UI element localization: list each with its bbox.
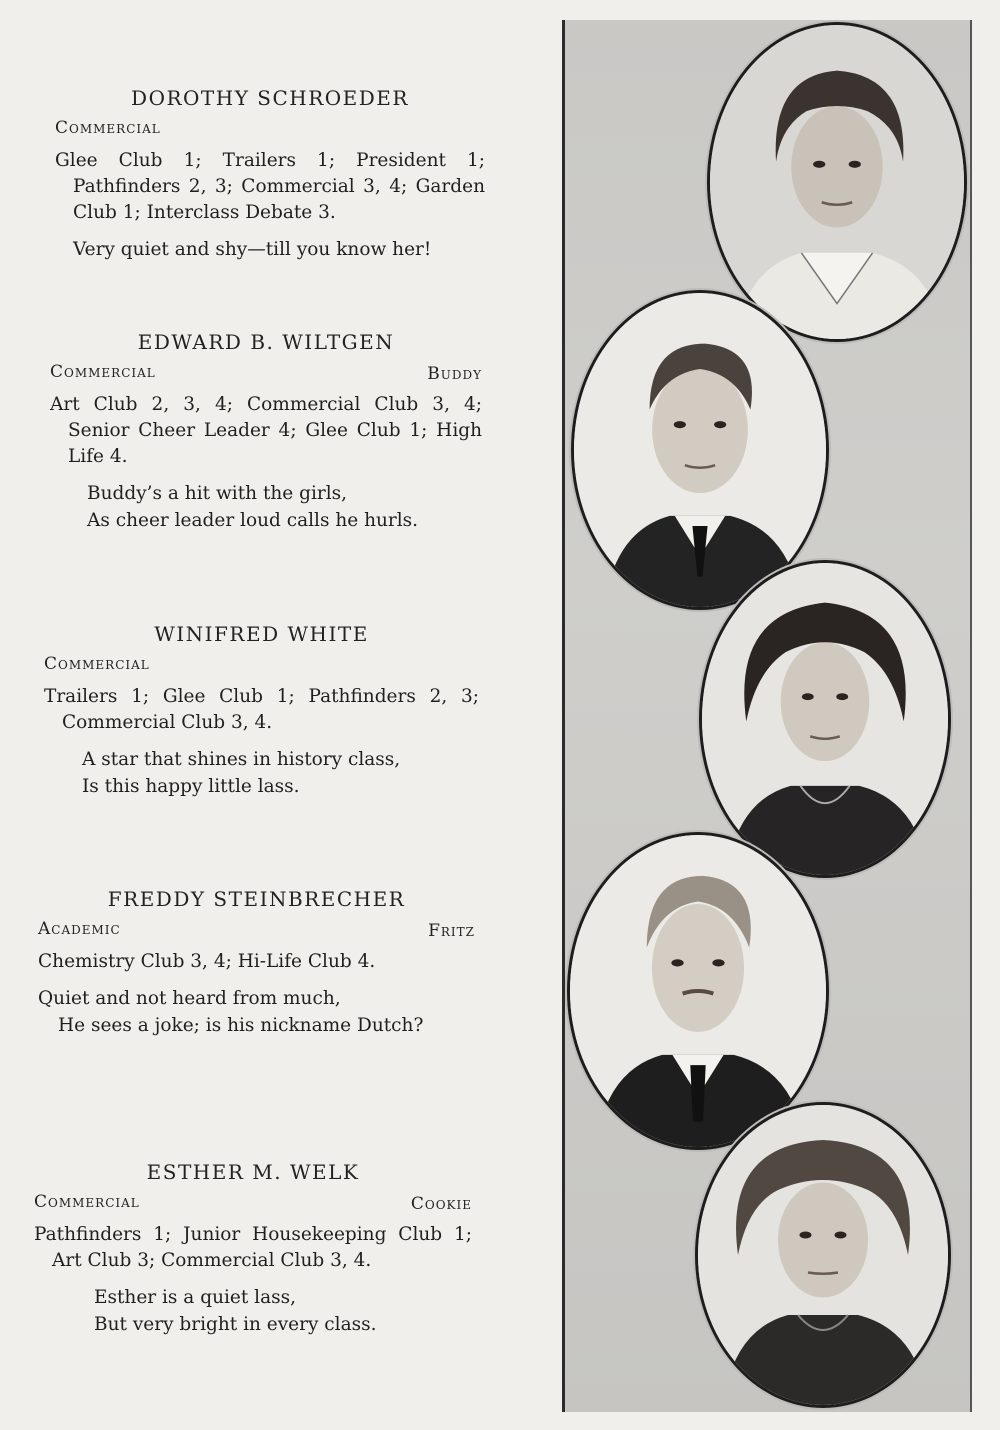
student-entry-2 bbox=[50, 330, 482, 534]
verse-line-1: Buddy’s a hit with the girls, bbox=[87, 483, 348, 504]
activities-text: Trailers 1; Glee Club 1; Pathfinders 2, 3; Commercial Club 3, 4. bbox=[44, 686, 479, 733]
verse-line-1: A star that shines in history class, bbox=[82, 749, 401, 770]
verse bbox=[50, 480, 482, 534]
activities-text: Glee Club 1; Trailers 1; President 1; Pathfinders 2, 3; Commercial 3, 4; Garden Club 1; Interclass Debate 3. bbox=[55, 150, 485, 223]
student-entry-5 bbox=[34, 1160, 472, 1338]
course-label: Commercial bbox=[44, 654, 150, 674]
student-entry-4 bbox=[38, 887, 475, 1039]
portrait-edward-wiltgen bbox=[571, 290, 829, 610]
student-name: FREDDY STEINBRECHER bbox=[107, 887, 406, 911]
student-name: DOROTHY SCHROEDER bbox=[131, 86, 409, 110]
course-line bbox=[44, 654, 479, 678]
course-line bbox=[38, 919, 475, 943]
course-line bbox=[55, 118, 485, 142]
student-name: ESTHER M. WELK bbox=[146, 1160, 360, 1184]
nickname-label: Cookie bbox=[410, 1194, 472, 1214]
verse bbox=[55, 236, 485, 263]
activities-text: Chemistry Club 3, 4; Hi-Life Club 4. bbox=[38, 951, 376, 972]
activities-text: Pathfinders 1; Junior Housekeeping Club 1; Art Club 3; Commercial Club 3, 4. bbox=[34, 1224, 472, 1271]
portrait-image bbox=[710, 25, 964, 339]
verse-line-2: Is this happy little lass. bbox=[82, 776, 300, 797]
portrait-image bbox=[698, 1105, 948, 1405]
verse bbox=[34, 1284, 472, 1338]
course-label: Commercial bbox=[55, 118, 161, 138]
portrait-image bbox=[574, 293, 826, 607]
verse-line-2: He sees a joke; is his nickname Dutch? bbox=[58, 1015, 424, 1036]
verse-line-2: But very bright in every class. bbox=[94, 1314, 377, 1335]
verse-line-1: Quiet and not heard from much, bbox=[38, 988, 341, 1009]
portrait-image bbox=[570, 835, 826, 1147]
verse-line-1: Very quiet and shy—till you know her! bbox=[73, 239, 432, 260]
student-name: WINIFRED WHITE bbox=[154, 622, 369, 646]
photo-panel bbox=[562, 20, 972, 1412]
portrait-freddy-steinbrecher bbox=[567, 832, 829, 1150]
portrait-image bbox=[702, 563, 948, 875]
verse-line-1: Esther is a quiet lass, bbox=[94, 1287, 296, 1308]
nickname-label: Buddy bbox=[427, 364, 482, 384]
course-label: Commercial bbox=[50, 362, 156, 382]
verse bbox=[38, 985, 475, 1039]
course-label: Academic bbox=[38, 919, 121, 939]
course-label: Commercial bbox=[34, 1192, 140, 1212]
student-name: EDWARD B. WILTGEN bbox=[137, 330, 395, 354]
verse bbox=[44, 746, 479, 800]
activities-text: Art Club 2, 3, 4; Commercial Club 3, 4; Senior Cheer Leader 4; Glee Club 1; High Life 4. bbox=[50, 394, 482, 467]
student-entry-3 bbox=[44, 622, 479, 800]
student-entry-1 bbox=[55, 86, 485, 263]
nickname-label: Fritz bbox=[428, 921, 475, 941]
course-line bbox=[50, 362, 482, 386]
portrait-winifred-white bbox=[699, 560, 951, 878]
verse-line-2: As cheer leader loud calls he hurls. bbox=[87, 510, 419, 531]
portrait-dorothy-schroeder bbox=[707, 22, 967, 342]
course-line bbox=[34, 1192, 472, 1216]
portrait-esther-welk bbox=[695, 1102, 951, 1408]
